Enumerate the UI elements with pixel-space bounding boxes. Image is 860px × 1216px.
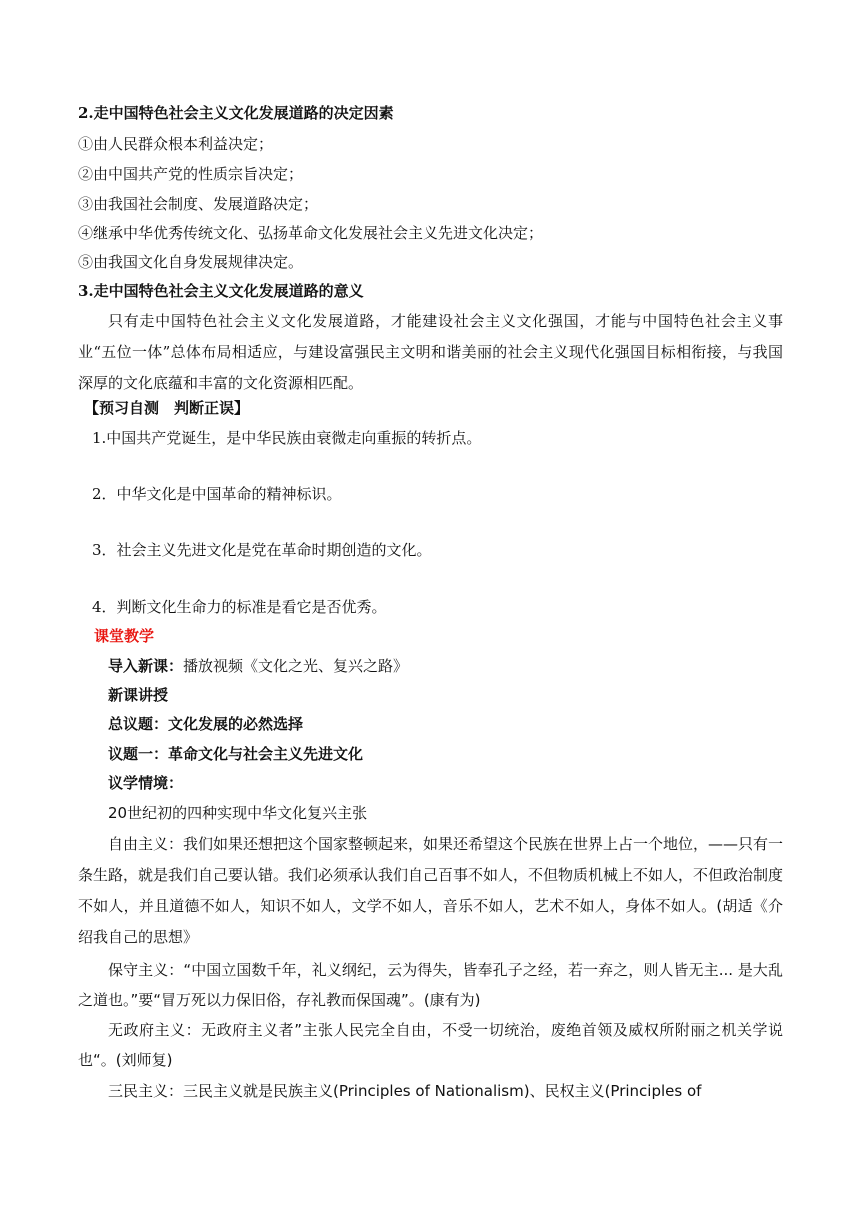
self-test-question: 4．判断文化生命力的标准是看它是否优秀。 xyxy=(92,598,387,616)
intro-label: 导入新课： xyxy=(108,657,184,675)
main-topic: 总议题：文化发展的必然选择 xyxy=(108,715,304,733)
anarchism-paragraph: 无政府主义：无政府主义者”主张人民完全自由，不受一切统治，废绝首领及威权所附丽之机关学说也“。(刘师复) xyxy=(78,1021,783,1069)
self-test-question: 3．社会主义先进文化是党在革命时期创造的文化。 xyxy=(92,541,432,559)
self-test-heading: 【预习自测 判断正误】 xyxy=(84,399,250,417)
section2-item: ②由中国共产党的性质宗旨决定； xyxy=(78,165,304,183)
self-test-question: 2．中华文化是中国革命的精神标识。 xyxy=(92,485,342,503)
section3-title: 3.走中国特色社会主义文化发展道路的意义 xyxy=(78,282,364,300)
situation-label: 议学情境： xyxy=(108,774,184,792)
topic-one: 议题一：革命文化与社会主义先进文化 xyxy=(108,745,364,763)
section2-item: ④继承中华优秀传统文化、弘扬革命文化发展社会主义先进文化决定； xyxy=(78,224,544,242)
liberalism-paragraph: 自由主义：我们如果还想把这个国家整顿起来，如果还希望这个民族在世界上占一个地位，——只有一条生路，就是我们自己要认错。我们必须承认我们自己百事不如人，不但物质机械上不如人，不但政治制度不如人，并且道德不如人，知识不如人，文学不如人，音乐不如人，艺术不如人，身体不如人。(胡适《介绍我自己的思想》 xyxy=(78,835,784,946)
section2-item: ⑤由我国文化自身发展规律决定。 xyxy=(78,253,304,271)
classroom-heading: 课堂教学 xyxy=(94,627,155,645)
self-test-question: 1.中国共产党诞生，是中华民族由衰微走向重振的转折点。 xyxy=(92,429,482,447)
new-lesson-heading: 新课讲授 xyxy=(108,686,169,704)
intro-line xyxy=(108,656,808,676)
intro-text: 播放视频《文化之光、复兴之路》 xyxy=(183,657,409,675)
section3-paragraph: 只有走中国特色社会主义文化发展道路，才能建设社会主义文化强国，才能与中国特色社会主义事业“五位一体”总体布局相适应，与建设富强民主文明和谐美丽的社会主义现代化强国目标相衔接，与我国深厚的文化底蕴和丰富的文化资源相匹配。 xyxy=(78,312,783,392)
section2-item: ①由人民群众根本利益决定； xyxy=(78,135,274,153)
section2-title: 2.走中国特色社会主义文化发展道路的决定因素 xyxy=(78,104,394,122)
conservatism-paragraph: 保守主义：“中国立国数千年，礼义纲纪，云为得失，皆奉孔子之经，若一弃之，则人皆无主... 是大乱之道也。”要“冒万死以力保旧俗，存礼教而保国魂”。(康有为) xyxy=(78,961,783,1009)
situation-title: 20世纪初的四种实现中华文化复兴主张 xyxy=(108,804,368,822)
three-principles-line: 三民主义：三民主义就是民族主义(Principles of Nationalism)、民权主义(Principles of xyxy=(108,1082,702,1100)
section2-item: ③由我国社会制度、发展道路决定； xyxy=(78,195,319,213)
